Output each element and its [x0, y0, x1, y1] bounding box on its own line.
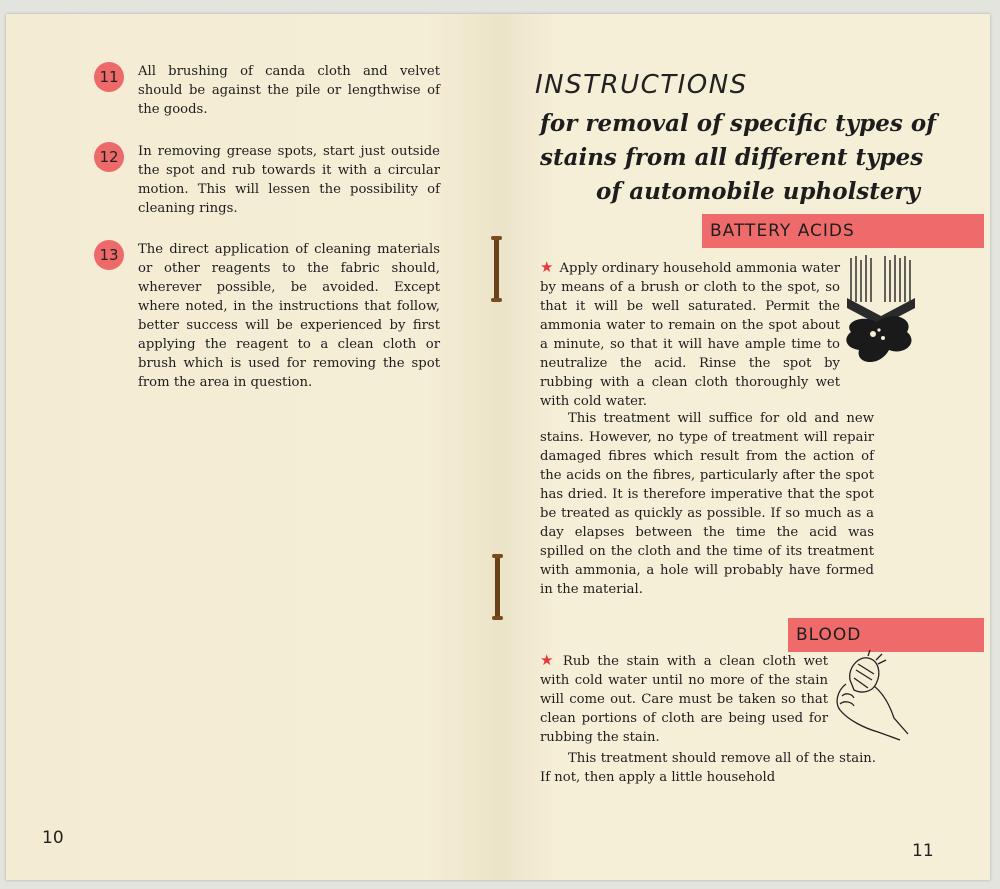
item-number-badge: 11: [94, 62, 124, 92]
instructions-title: INSTRUCTIONS: [535, 70, 748, 100]
paragraph-text: Rub the stain with a clean cloth wet with cold water until no more of the stain will come out. Care must be taken so that clean portions of cloth are being used for rubbing the stain.: [540, 654, 828, 745]
item-text: All brushing of canda cloth and velvet should be against the pile or lengthwise of the goods.: [138, 64, 440, 117]
section-heading-battery-acids: BATTERY ACIDS: [702, 214, 984, 248]
item-number-badge: 13: [94, 240, 124, 270]
battery-acids-paragraph-2: This treatment will suffice for old and new stains. However, no type of treatment will repair damaged fibres which result from the action of the acids on the fibres, particularly after the spot has dried. It is therefore imperative that the spot be treated as quickly as possible. If so much as a day elapses between the time the acid was spilled on the cloth and the time of its treatment with ammonia, a hole will probably have formed in the material.: [540, 411, 874, 597]
subtitle-line-3: of automobile upholstery: [596, 178, 920, 205]
numbered-item-11: [94, 62, 440, 119]
blood-paragraph-1: [540, 651, 828, 747]
section-heading-blood: BLOOD: [788, 618, 984, 652]
numbered-item-12: [94, 142, 440, 218]
blood-paragraph-2: This treatment should remove all of the stain. If not, then apply a little household: [540, 751, 876, 785]
staple-top: [494, 236, 499, 302]
item-text: The direct application of cleaning materials or other reagents to the fabric should, wherever possible, be avoided. Except where noted, in the instructions that follow, better success will be experienced by first applying the reagent to a clean cloth or brush which is used for removing the spot from the area in question.: [138, 242, 440, 390]
page-number-left: 10: [42, 828, 64, 848]
battery-acid-illustration-icon: [843, 252, 921, 372]
subtitle-line-2: stains from all different types: [540, 144, 924, 171]
item-number-badge: 12: [94, 142, 124, 172]
star-bullet-icon: ★: [540, 258, 554, 276]
star-bullet-icon: ★: [540, 651, 557, 669]
hand-holding-cloth-icon: [828, 650, 920, 746]
staple-bottom: [495, 554, 500, 620]
item-text: In removing grease spots, start just outside the spot and rub towards it with a circular motion. This will lessen the possibility of cleaning rings.: [138, 144, 440, 216]
paragraph-text: Apply ordinary household ammonia water by means of a brush or cloth to the spot, so that it will be well saturated. Permit the ammonia water to remain on the spot about a minute, so that it will have ample time to neutralize the acid. Rinse the spot by rubbing with a clean cloth thoroughly wet with cold water.: [540, 261, 840, 409]
battery-acids-paragraph-1: [540, 258, 840, 411]
numbered-item-13: [94, 240, 440, 392]
subtitle-line-1: for removal of specific types of: [540, 110, 937, 137]
page-number-right: 11: [912, 841, 934, 861]
